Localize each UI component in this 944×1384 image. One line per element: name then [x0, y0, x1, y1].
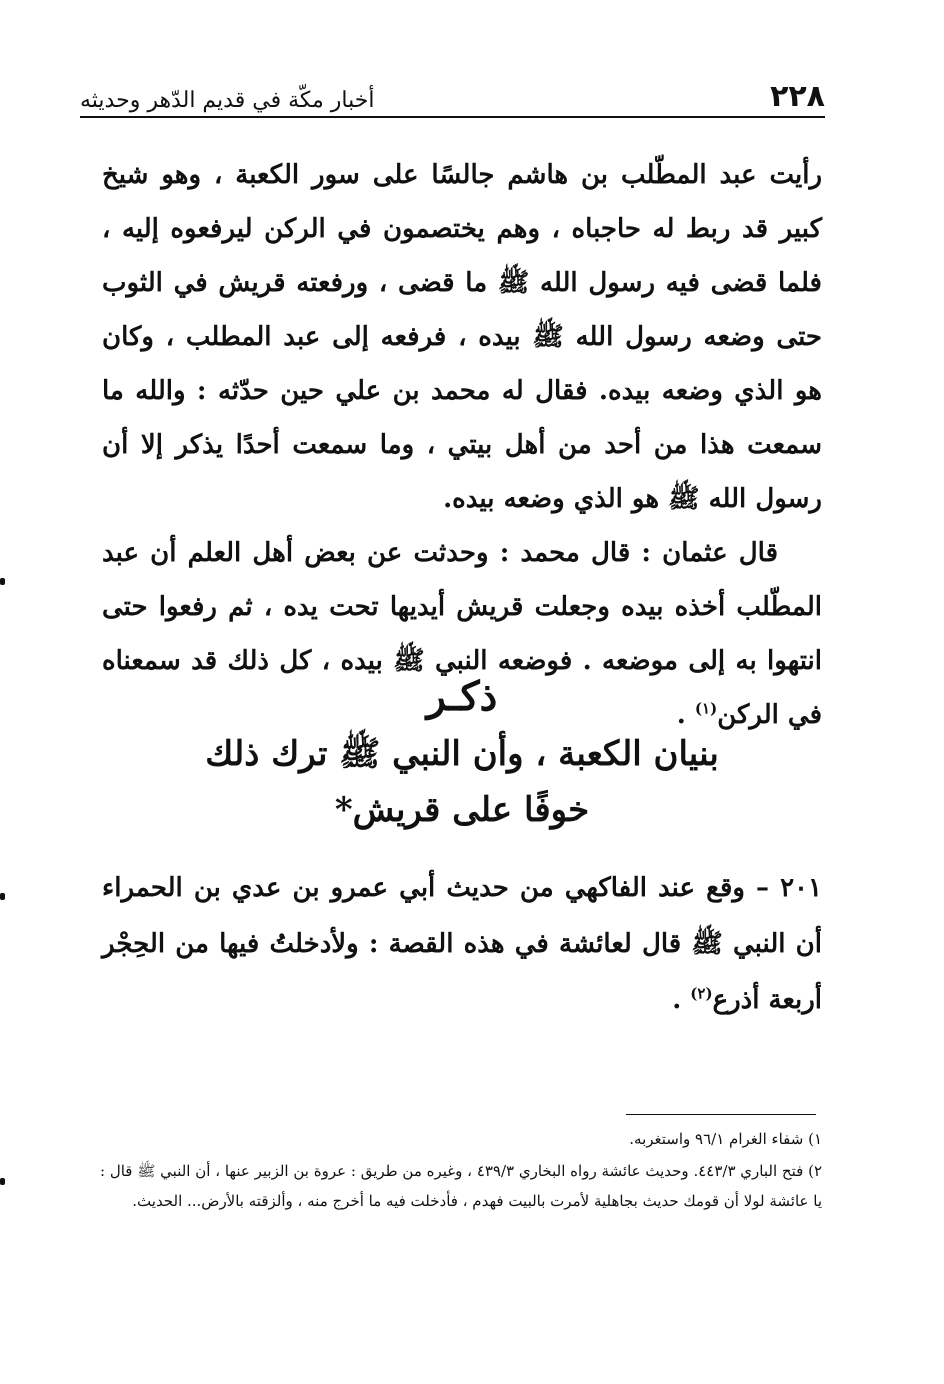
footnote-ref-2: (٢) — [690, 984, 713, 1003]
scan-mark — [0, 893, 5, 900]
paragraph-1: رأيت عبد المطّلب بن هاشم جالسًا على سور الكعبة ، وهو شيخ كبير قد ربط له حاجباه ، وهم يختصمون في الركن ليرفعوه إليه ، فلما قضى فيه رسول الله ﷺ ما قضى ، ورفعته قريش في الثوب حتى وضعه رسول الله ﷺ بيده ، فرفعه إلى عبد المطلب ، وكان هو الذي وضعه بيده. فقال له محمد بن علي حين حدّثه : والله ما سمعت هذا من أحد من أهل بيتي ، وما سمعت أحدًا يذكر إلا أن رسول الله ﷺ هو الذي وضعه بيده. — [102, 160, 822, 514]
hadith-paragraph — [102, 860, 822, 1028]
footnote-1: ١) شفاء الغرام ٩٦/١ واستغربه. — [629, 1130, 822, 1148]
hadith-end: . — [672, 985, 691, 1015]
paragraph-2-text: قال عثمان : قال محمد : وحدثت عن بعض أهل العلم أن عبد المطّلب أخذه بيده وجعلت قريش أيديها تحت يده ، ثم رفعوا حتى انتهوا به إلى موضعه . فوضعه النبي ﷺ بيده ، كل ذلك قد سمعناه في الركن — [102, 538, 822, 730]
page-header — [80, 68, 825, 118]
heading-line-2: خوفًا على قريش* — [334, 790, 590, 830]
heading-line-1: بنيان الكعبة ، وأن النبي ﷺ ترك ذلك — [205, 734, 719, 774]
hadith-body: ٢٠١ – وقع عند الفاكهي من حديث أبي عمرو بن عدي بن الحمراء أن النبي ﷺ قال لعائشة في هذه القصة : ولأدخلتُ فيها من الحِجْر أربعة أذرع — [102, 873, 822, 1015]
main-text — [102, 148, 822, 742]
footnote-ref-1: (١) — [694, 699, 718, 718]
paragraph-2-end: . — [676, 700, 695, 730]
hadith-text — [102, 860, 822, 1028]
footnote-divider — [626, 1114, 816, 1115]
section-heading — [102, 668, 822, 838]
footnotes — [100, 1124, 822, 1218]
heading-word: ذكـر — [426, 673, 498, 720]
scan-mark — [0, 1178, 5, 1185]
scan-mark — [0, 578, 5, 585]
page-number: ٢٢٨ — [770, 79, 825, 114]
footnote-2: ٢) فتح الباري ٤٤٣/٣. وحديث عائشة رواه البخاري ٤٣٩/٣ ، وغيره من طريق : عروة بن الزبير عنها ، أن النبي ﷺ قال : يا عائشة لولا أن قومك حديث بجاهلية لأمرت بالبيت فهدم ، فأدخلت فيه ما أخرج منه ، وألزقته بالأرض... الحديث. — [100, 1162, 822, 1210]
running-title: أخبار مكّة في قديم الدّهر وحديثه — [80, 88, 375, 113]
